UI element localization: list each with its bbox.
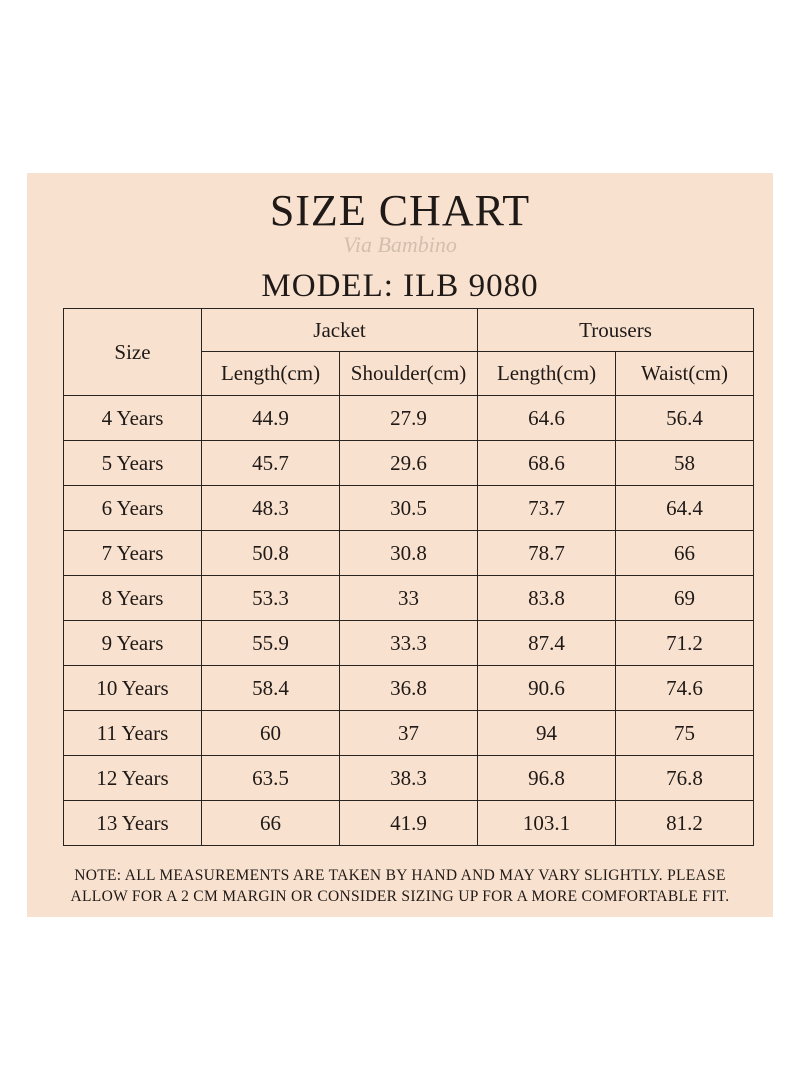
table-row <box>64 801 754 846</box>
trousers-length-cell: 103.1 <box>478 801 616 846</box>
jacket-shoulder-cell: 30.5 <box>340 486 478 531</box>
trousers-waist-cell: 64.4 <box>616 486 754 531</box>
size-cell: 7 Years <box>64 531 202 576</box>
table-row <box>64 666 754 711</box>
trousers-length-cell: 87.4 <box>478 621 616 666</box>
jacket-length-cell: 44.9 <box>202 396 340 441</box>
trousers-waist-cell: 71.2 <box>616 621 754 666</box>
size-chart-panel <box>27 173 773 917</box>
chart-title: SIZE CHART <box>269 186 531 235</box>
jacket-length-cell: 48.3 <box>202 486 340 531</box>
jacket-shoulder-cell: 37 <box>340 711 478 756</box>
jacket-length-cell: 60 <box>202 711 340 756</box>
trousers-length-cell: 90.6 <box>478 666 616 711</box>
brand-logo: Via Bambino <box>343 232 457 257</box>
note-line: NOTE: ALL MEASUREMENTS ARE TAKEN BY HAND AND MAY VARY SLIGHTLY. PLEASE <box>74 867 726 884</box>
jacket-length-cell: 55.9 <box>202 621 340 666</box>
size-table <box>63 308 754 846</box>
jacket-shoulder-cell: 27.9 <box>340 396 478 441</box>
measurement-note <box>27 865 773 907</box>
jacket-length-header: Length(cm) <box>202 352 340 396</box>
jacket-length-cell: 63.5 <box>202 756 340 801</box>
note-line: ALLOW FOR A 2 CM MARGIN OR CONSIDER SIZING UP FOR A MORE COMFORTABLE FIT. <box>70 888 730 905</box>
table-row <box>64 756 754 801</box>
table-row <box>64 396 754 441</box>
trousers-waist-cell: 56.4 <box>616 396 754 441</box>
size-cell: 5 Years <box>64 441 202 486</box>
size-cell: 9 Years <box>64 621 202 666</box>
trousers-waist-cell: 58 <box>616 441 754 486</box>
size-cell: 10 Years <box>64 666 202 711</box>
size-cell: 11 Years <box>64 711 202 756</box>
trousers-length-cell: 68.6 <box>478 441 616 486</box>
trousers-length-header: Length(cm) <box>478 352 616 396</box>
jacket-length-cell: 66 <box>202 801 340 846</box>
jacket-length-cell: 58.4 <box>202 666 340 711</box>
trousers-length-cell: 96.8 <box>478 756 616 801</box>
trousers-length-cell: 94 <box>478 711 616 756</box>
size-cell: 4 Years <box>64 396 202 441</box>
table-row <box>64 486 754 531</box>
table-row <box>64 576 754 621</box>
jacket-shoulder-cell: 38.3 <box>340 756 478 801</box>
jacket-shoulder-cell: 29.6 <box>340 441 478 486</box>
jacket-length-cell: 50.8 <box>202 531 340 576</box>
table-row <box>64 531 754 576</box>
jacket-length-cell: 53.3 <box>202 576 340 621</box>
model-number: MODEL: ILB 9080 <box>261 268 539 304</box>
trousers-waist-cell: 75 <box>616 711 754 756</box>
trousers-length-cell: 83.8 <box>478 576 616 621</box>
trousers-waist-header: Waist(cm) <box>616 352 754 396</box>
table-row <box>64 621 754 666</box>
size-cell: 8 Years <box>64 576 202 621</box>
size-column-header: Size <box>64 309 202 396</box>
trousers-waist-cell: 81.2 <box>616 801 754 846</box>
jacket-shoulder-cell: 36.8 <box>340 666 478 711</box>
size-cell: 12 Years <box>64 756 202 801</box>
jacket-group-header: Jacket <box>202 309 478 352</box>
trousers-length-cell: 64.6 <box>478 396 616 441</box>
trousers-length-cell: 78.7 <box>478 531 616 576</box>
jacket-length-cell: 45.7 <box>202 441 340 486</box>
trousers-length-cell: 73.7 <box>478 486 616 531</box>
jacket-shoulder-cell: 41.9 <box>340 801 478 846</box>
trousers-waist-cell: 69 <box>616 576 754 621</box>
jacket-shoulder-cell: 30.8 <box>340 531 478 576</box>
jacket-shoulder-cell: 33.3 <box>340 621 478 666</box>
trousers-waist-cell: 76.8 <box>616 756 754 801</box>
table-group-header-row <box>64 309 754 352</box>
trousers-waist-cell: 66 <box>616 531 754 576</box>
table-body <box>64 396 754 846</box>
size-cell: 13 Years <box>64 801 202 846</box>
trousers-waist-cell: 74.6 <box>616 666 754 711</box>
trousers-group-header: Trousers <box>478 309 754 352</box>
jacket-shoulder-cell: 33 <box>340 576 478 621</box>
table-row <box>64 441 754 486</box>
table-row <box>64 711 754 756</box>
jacket-shoulder-header: Shoulder(cm) <box>340 352 478 396</box>
size-cell: 6 Years <box>64 486 202 531</box>
